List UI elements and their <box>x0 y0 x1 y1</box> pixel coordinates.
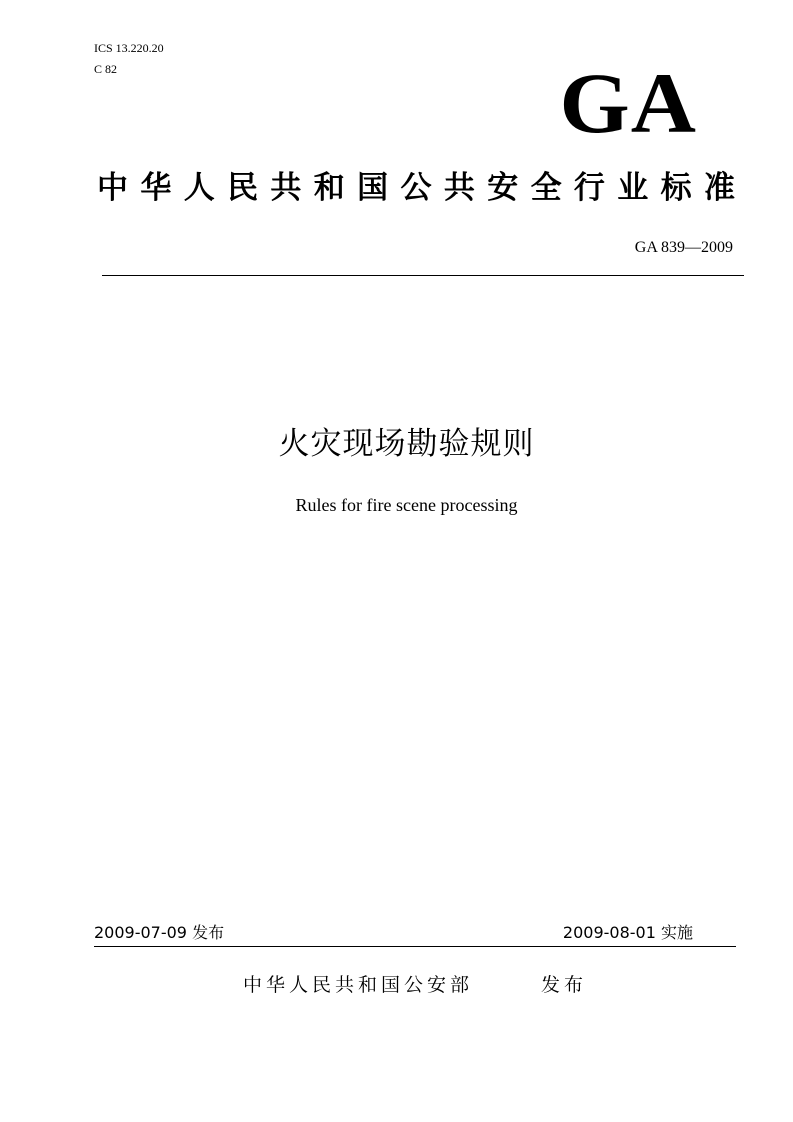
classification-code: C 82 <box>94 62 118 76</box>
issue-date: 2009-07-09 发布 <box>94 923 225 942</box>
standard-number: GA 839—2009 <box>634 239 733 256</box>
top-divider <box>102 275 744 276</box>
implementation-date: 2009-08-01 实施 <box>562 923 693 942</box>
publish-label: 发布 <box>541 974 588 996</box>
document-title-english: Rules for fire scene processing <box>295 495 518 515</box>
ics-code: ICS 13.220.20 <box>94 41 164 55</box>
bottom-divider <box>94 946 736 947</box>
ga-logo: GA <box>559 55 697 151</box>
standard-category-title: 中华人民共和国公共安全行业标准 <box>97 170 737 206</box>
publisher: 中华人民共和国公安部 <box>243 974 474 996</box>
document-title-chinese: 火灾现场勘验规则 <box>278 426 535 462</box>
